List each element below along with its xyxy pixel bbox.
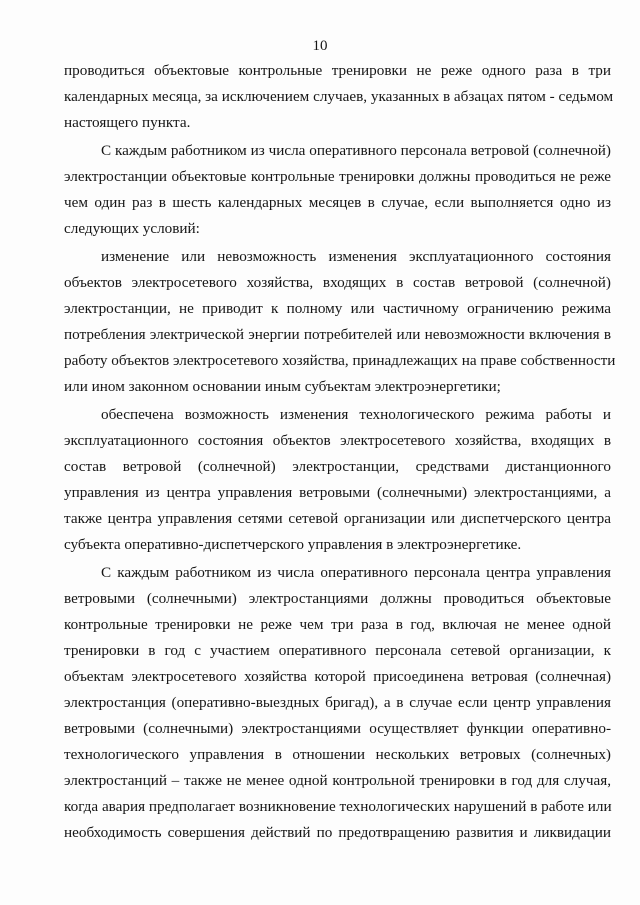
text-line: настоящего пункта. — [64, 114, 191, 131]
text-line: электростанции, не приводит к полному или частичному ограничению режима — [64, 300, 611, 317]
text-line: эксплуатационного состояния объектов электросетевого хозяйства, входящих в — [64, 432, 611, 449]
text-line: С каждым работником из числа оперативного персонала центра управления — [101, 564, 611, 581]
text-line: потребления электрической энергии потребителей или невозможности включения в — [64, 326, 611, 343]
text-line: управления из центра управления ветровыми (солнечными) электростанциями, а — [64, 484, 611, 501]
text-line: электростанций – также не менее одной контрольной тренировки в год для случая, — [64, 772, 611, 789]
text-line: объектам электросетевого хозяйства которой присоединена ветровая (солнечная) — [64, 668, 611, 685]
text-line: ветровыми (солнечными) электростанциями должны проводиться объектовые — [64, 590, 611, 607]
text-line: ветровыми (солнечными) электростанциями осуществляет функции оперативно- — [64, 720, 611, 737]
text-line: обеспечена возможность изменения технологического режима работы и — [101, 406, 611, 423]
text-line: или ином законном основании иным субъектам электроэнергетики; — [64, 378, 501, 395]
text-line: состав ветровой (солнечной) электростанции, средствами дистанционного — [64, 458, 611, 475]
text-line: субъекта оперативно-диспетчерского управления в электроэнергетике. — [64, 536, 522, 553]
text-line: необходимость совершения действий по предотвращению развития и ликвидации — [64, 824, 611, 841]
text-line: работу объектов электросетевого хозяйства, принадлежащих на праве собственности — [64, 352, 616, 369]
page-number: 10 — [312, 38, 328, 54]
text-line: объектов электросетевого хозяйства, входящих в состав ветровой (солнечной) — [64, 274, 611, 291]
text-line: контрольные тренировки не реже чем три раза в год, включая не менее одной — [64, 616, 611, 633]
text-line: следующих условий: — [64, 220, 200, 237]
text-line: технологического управления в отношении нескольких ветровых (солнечных) — [64, 746, 611, 763]
text-line: электростанции объектовые контрольные тренировки должны проводиться не реже — [64, 168, 611, 185]
text-line: изменение или невозможность изменения эксплуатационного состояния — [101, 248, 611, 265]
text-line: электростанция (оперативно-выездных бригад), а в случае если центр управления — [64, 694, 611, 711]
text-line: когда авария предполагает возникновение технологических нарушений в работе или — [64, 798, 612, 815]
text-line: тренировки в год с участием оперативного персонала сетевой организации, к — [64, 642, 611, 659]
text-line: также центра управления сетями сетевой организации или диспетчерского центра — [64, 510, 611, 527]
text-line: чем один раз в шесть календарных месяцев в случае, если выполняется одно из — [64, 194, 611, 211]
text-line: С каждым работником из числа оперативного персонала ветровой (солнечной) — [101, 142, 611, 159]
text-line: проводиться объектовые контрольные тренировки не реже одного раза в три — [64, 62, 611, 79]
text-line: календарных месяца, за исключением случаев, указанных в абзацах пятом - седьмом — [64, 88, 614, 105]
